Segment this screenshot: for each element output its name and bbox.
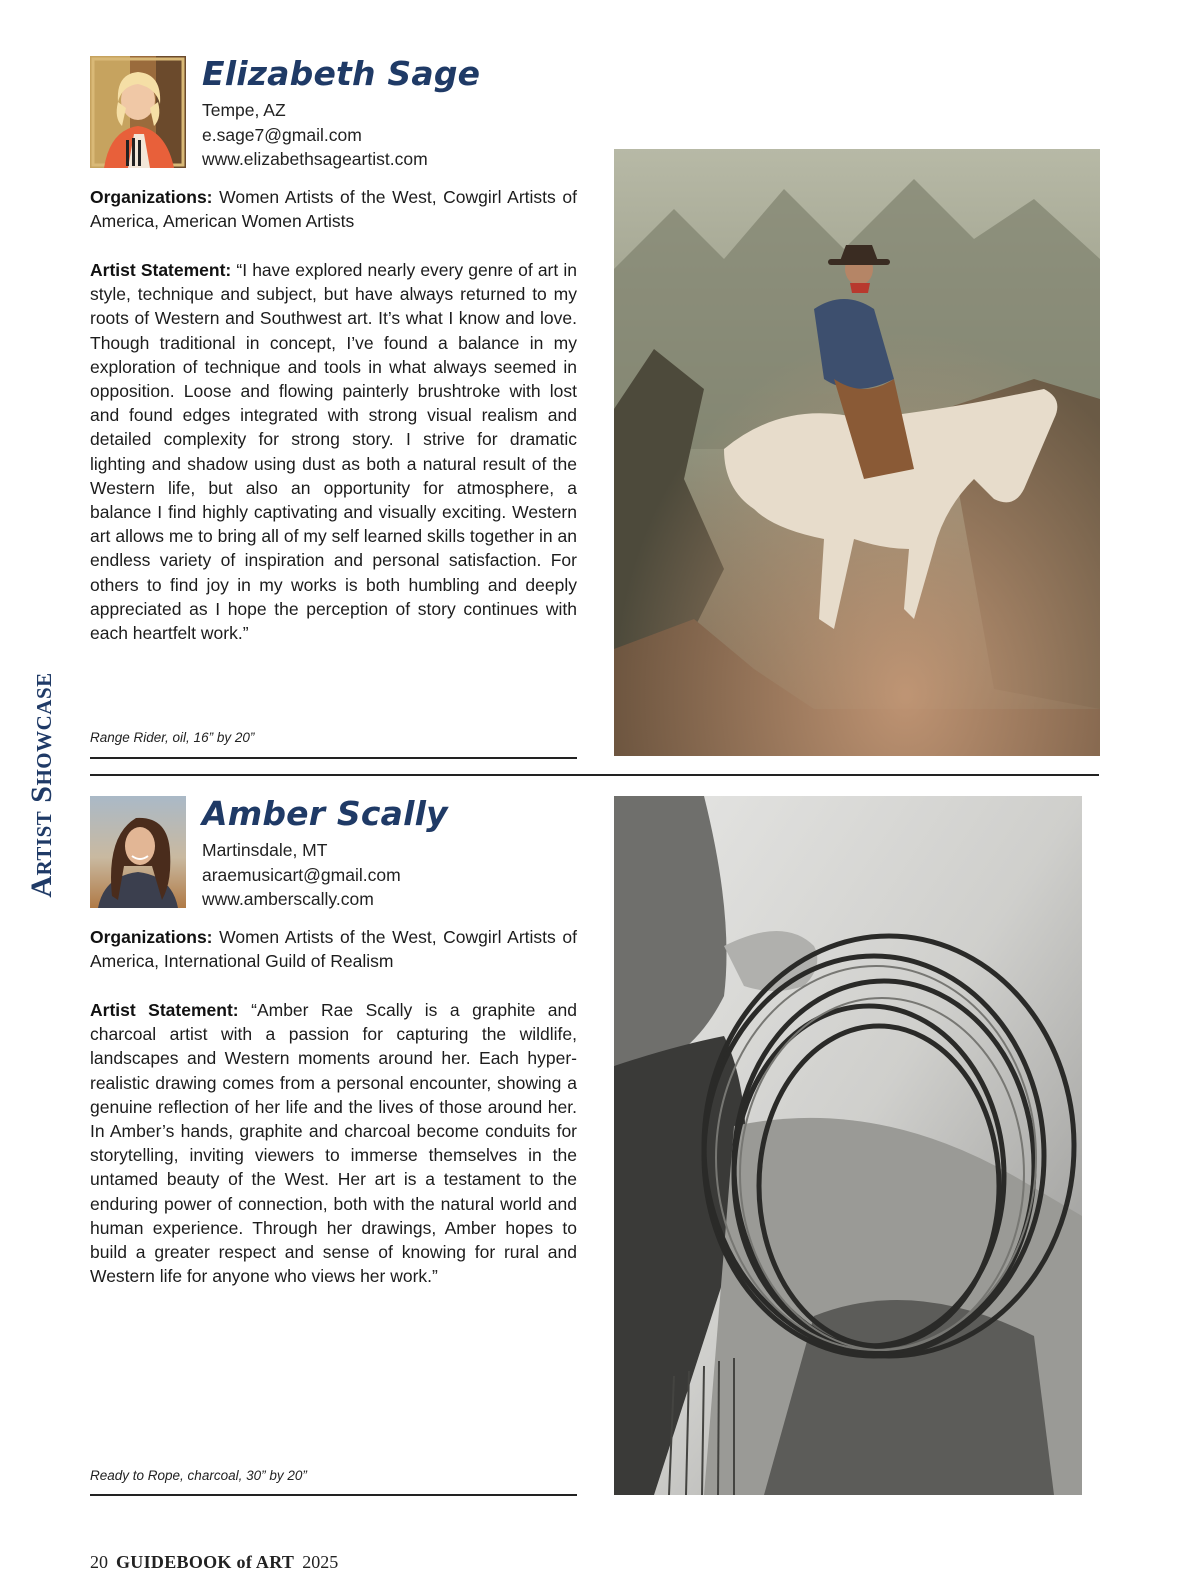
- statement-text: “I have explored nearly every genre of art in style, technique and subject, but have always returned to my roots of Western and Southwest art. It’s what I know and love. Though traditional in concept, I’ve found a balance in my exploration of technique and tools in what always seemed in opposition. Loose and flowing painterly brushtroke with lost and found edges integrated with strong visual realism and detailed complexity for strong story. I strive for dramatic lighting and shadow using dust as both a natural result of the Western life, but also an opportunity for atmosphere, a balance I find highly captivating and visually exciting. Western art allows me to bring all of my self learned skills together in an endless variety of inspiration and personal satisfaction. For others to find joy in my works is both humbling and deeply appreciated as I hope the perception of story continues with each heartfelt work.”: [90, 260, 577, 644]
- organizations-text: Women Artists of the West, Cowgirl Artists of America, American Women Artists: [90, 187, 577, 232]
- artist-location: Martinsdale, MT: [202, 840, 328, 860]
- artist-statement: [90, 998, 577, 1288]
- artist-entry-amber-scally: [90, 794, 1100, 1496]
- artist-statement: [90, 258, 577, 645]
- organizations-label: Organizations:: [90, 187, 213, 207]
- artist-text-column: [90, 54, 577, 760]
- artist-email[interactable]: e.sage7@gmail.com: [202, 124, 362, 145]
- artist-email[interactable]: araemusicart@gmail.com: [202, 864, 401, 885]
- artist-organizations: [90, 185, 577, 233]
- organizations-text: Women Artists of the West, Cowgirl Artists of America, International Guild of Realism: [90, 927, 577, 972]
- artist-contact: [202, 98, 428, 172]
- section-label-text: Artist Showcase: [25, 672, 58, 898]
- artist-name: Amber Scally: [202, 794, 448, 833]
- artwork-caption: Ready to Rope, charcoal, 30” by 20”: [90, 1468, 307, 1483]
- artist-text-column: [90, 794, 577, 1496]
- publication-name: GUIDEBOOK of ART: [116, 1552, 295, 1572]
- artist-organizations: [90, 925, 577, 973]
- divider: [90, 1494, 577, 1496]
- artwork-image-ready-to-rope: [614, 796, 1082, 1495]
- artist-headshot: [90, 796, 186, 908]
- section-divider: [90, 774, 1099, 776]
- artist-name: Elizabeth Sage: [202, 54, 481, 93]
- artist-website[interactable]: www.amberscally.com: [202, 889, 374, 909]
- artist-headshot: [90, 56, 186, 168]
- page-number: 20: [90, 1552, 108, 1572]
- artist-location: Tempe, AZ: [202, 100, 286, 120]
- artist-entry-elizabeth-sage: [90, 54, 1100, 760]
- statement-label: Artist Statement:: [90, 1000, 239, 1020]
- artwork-image-range-rider: [614, 149, 1100, 756]
- divider: [90, 757, 577, 759]
- section-label: [22, 662, 62, 908]
- organizations-label: Organizations:: [90, 927, 213, 947]
- artwork-caption: Range Rider, oil, 16” by 20”: [90, 730, 255, 745]
- page-footer: [90, 1552, 338, 1576]
- publication-year: 2025: [302, 1552, 339, 1572]
- statement-text: “Amber Rae Scally is a graphite and charcoal artist with a passion for capturing the wildlife, landscapes and Western moments around her. Each hyper-realistic drawing comes from a personal encounter, showing a genuine reflection of her life and the lives of those around her. In Amber’s hands, graphite and charcoal become conduits for storytelling, inviting viewers to immerse themselves in the untamed beauty of the West. Her art is a testament to the enduring power of connection, both with the natural world and human experience. Through her drawings, Amber hopes to build a greater respect and sense of knowing for rural and Western life for anyone who views her work.”: [90, 1000, 577, 1287]
- artist-website[interactable]: www.elizabethsageartist.com: [202, 149, 428, 169]
- artist-contact: [202, 838, 401, 912]
- statement-label: Artist Statement:: [90, 260, 232, 280]
